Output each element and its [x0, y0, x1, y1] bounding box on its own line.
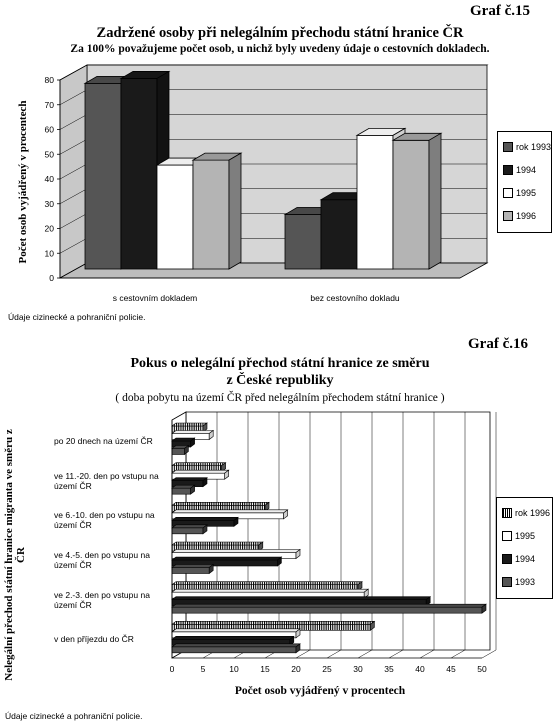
chart16-xtick: 50	[477, 664, 487, 674]
chart15-ytick: 70	[44, 99, 54, 110]
chart16-bar	[172, 565, 213, 574]
chart16-xtick: 15	[260, 664, 270, 674]
chart15-ytick: 30	[44, 198, 54, 209]
chart15-ytick: 40	[44, 174, 54, 184]
chart16-xtick: 25	[322, 664, 332, 674]
chart16-category-label: ve 2.-3. den po vstupu na území ČR	[54, 589, 150, 610]
chart16-subtitle: ( doba pobytu na území ČR před nelegálním přechodem státní hranice )	[115, 392, 445, 404]
chart16-xlabel: Počet osob vyjádřený v procentech	[234, 685, 406, 697]
chart16-bar	[172, 604, 486, 613]
chart16-back-wall	[186, 412, 490, 650]
chart16-bar	[172, 485, 195, 494]
legend-item-1994: 1994	[503, 165, 536, 175]
legend-item-1993: 1993	[502, 577, 535, 587]
chart15-ytick: 60	[44, 124, 54, 135]
chart16-bar	[172, 525, 207, 534]
chart15-label: Graf č.15	[470, 3, 530, 19]
chart15-ytick: 20	[44, 223, 54, 234]
legend-item-1995: 1995	[502, 531, 535, 541]
chart16-category-label: ve 4.-5. den po vstupu na území ČR	[54, 549, 150, 570]
chart16-bar	[172, 446, 188, 455]
chart15-title: Zadržené osoby při nelegálním přechodu státní hranice ČR	[96, 25, 464, 41]
chart15-ytick: 10	[44, 248, 54, 259]
chart16-category-label: ve 6.-10. den po vstupu na území ČR	[54, 510, 155, 531]
chart16-title-line1: Pokus o nelegální přechod státní hranice ze směru	[130, 356, 430, 371]
legend-item-1996: rok 1996	[502, 508, 550, 518]
chart16-xtick: 10	[229, 664, 239, 674]
chart15-xtick-1: s cestovním dokladem	[112, 293, 198, 303]
chart16-bar	[172, 644, 300, 653]
chart16-xtick: 45	[446, 664, 456, 674]
legend-item-1995: 1995	[503, 188, 536, 198]
chart16-xtick: 0	[169, 664, 175, 674]
chart16-source: Údaje cizinecké a pohraniční policie.	[5, 711, 143, 721]
chart16-category-label: po 20 dnech na území ČR	[54, 435, 153, 446]
chart16-xtick: 5	[200, 664, 206, 674]
chart15-subtitle: Za 100% považujeme počet osob, u nichž byly uvedeny údaje o cestovních dokladech.	[70, 43, 490, 55]
chart15-xtick-2: bez cestovního dokladu	[310, 293, 400, 303]
chart16-legend	[496, 497, 553, 599]
chart15-ytick: 0	[49, 273, 54, 283]
chart15-source: Údaje cizinecké a pohraniční policie.	[8, 312, 146, 322]
legend-item-1994: 1994	[502, 554, 535, 564]
chart16-title-line2: z České republiky	[226, 373, 334, 388]
chart16-ylabel: Nelegální přechod státní hranice migranta ve směru z ČR	[3, 429, 27, 681]
chart15-ytick: 80	[44, 75, 54, 85]
chart16-xtick: 20	[291, 664, 301, 674]
chart16-xtick: 30	[353, 664, 363, 674]
chart15-ylabel: Počet osob vyjádřený v procentech	[17, 100, 29, 264]
chart16-xtick: 40	[415, 664, 425, 674]
legend-item-1993: rok 1993	[503, 142, 551, 152]
chart16-category-label: ve 11.-20. den po vstupu na území ČR	[54, 470, 159, 491]
chart16-xtick: 35	[384, 664, 394, 674]
chart16-category-label: v den příjezdu do ČR	[54, 634, 134, 645]
legend-item-1996: 1996	[503, 211, 536, 221]
chart15-ytick: 50	[44, 149, 54, 160]
chart16-label: Graf č.16	[468, 336, 528, 352]
